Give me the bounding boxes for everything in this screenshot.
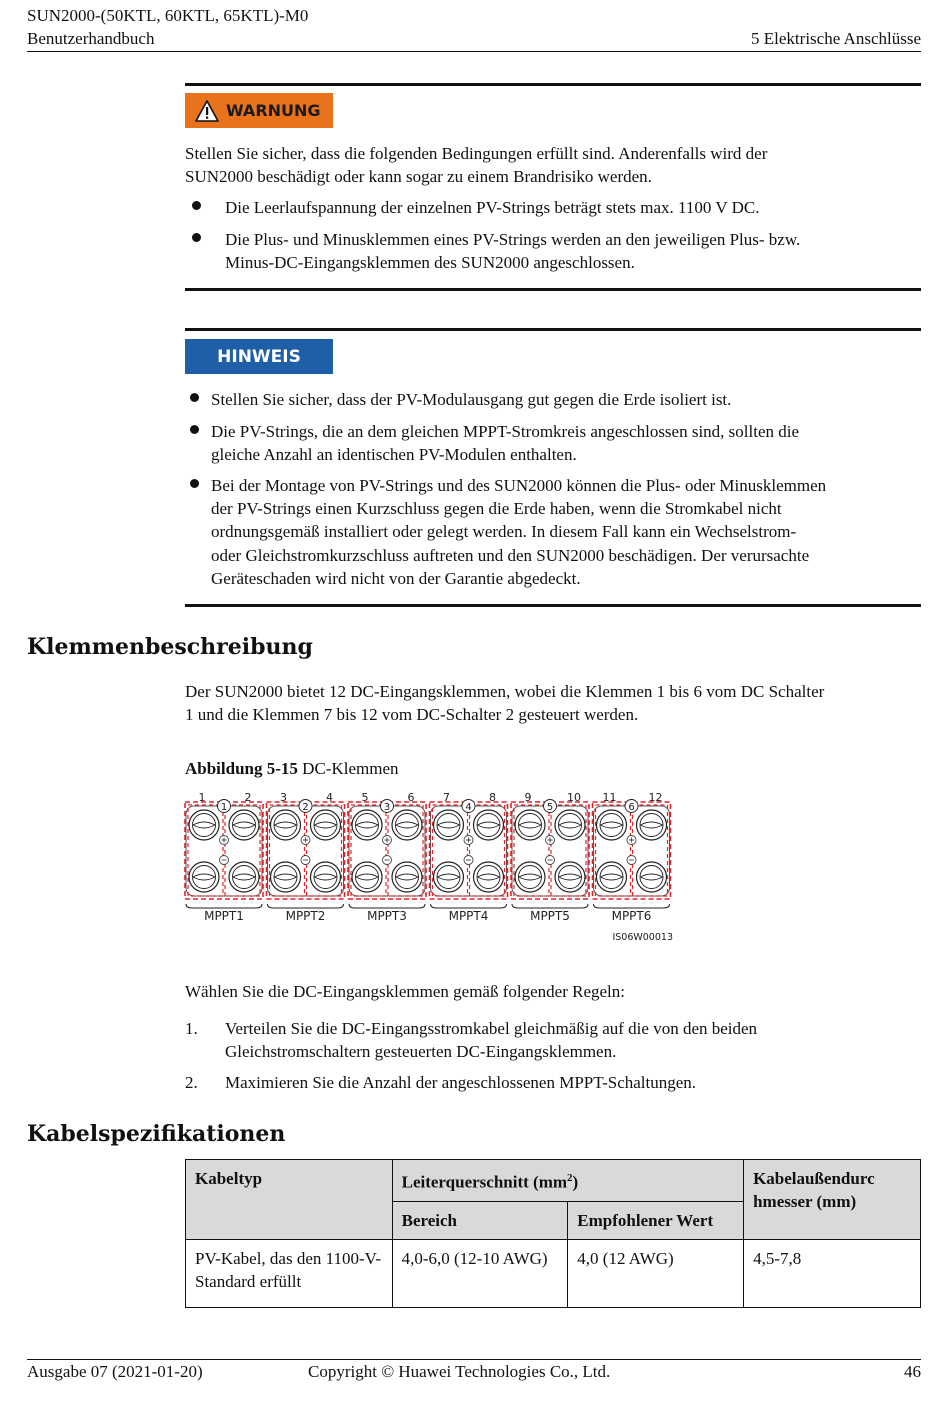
figure-caption [185, 757, 399, 780]
header-doc-type: Benutzerhandbuch [27, 29, 155, 48]
mppt-bracket [349, 904, 425, 908]
terminals-para-line1: Der SUN2000 bietet 12 DC-Eingangsklemmen, wobei die Klemmen 1 bis 6 vom DC Schalter [185, 682, 825, 701]
bullet-icon [190, 479, 199, 488]
terminal-number: 9 [524, 791, 532, 804]
mppt-circle-number: 1 [220, 802, 228, 813]
mppt-label: MPPT1 [204, 909, 244, 923]
terminal-number: 4 [326, 791, 333, 804]
td-range: 4,0-6,0 (12-10 AWG) [392, 1239, 568, 1307]
notice-item-2-line2: gleiche Anzahl an identischen PV-Modulen enthalten. [211, 445, 577, 464]
notice-item-3-line2: der PV-Strings einen Kurzschluss gegen die Erde haben, wenn die Stromkabel nicht [211, 499, 782, 518]
terminal-number: 5 [361, 791, 369, 804]
notice-bottom-rule [185, 604, 921, 607]
section-title-cable-spec: Kabelspezifikationen [27, 1121, 286, 1147]
terminal-number: 2 [244, 791, 252, 804]
th-recommended: Empfohlener Wert [568, 1201, 744, 1239]
notice-item-3-line3: ordnungsgemäß installiert oder gelegt werden. In diesem Fall kann ein Wechselstrom- [211, 522, 797, 541]
warning-item-2-line1: Die Plus- und Minusklemmen eines PV-Strings werden an den jeweiligen Plus- bzw. [225, 230, 801, 249]
section-title-terminals: Klemmenbeschreibung [27, 634, 313, 660]
bullet-icon [192, 233, 201, 242]
terminal-number: 3 [280, 791, 287, 804]
warning-top-rule [185, 83, 921, 86]
td-outer-diameter: 4,5-7,8 [744, 1239, 921, 1307]
warning-item-2-line2: Minus-DC-Eingangsklemmen des SUN2000 angeschlossen. [225, 253, 635, 272]
mppt-bracket [431, 904, 507, 908]
notice-item-3-line1: Bei der Montage von PV-Strings und des SUN2000 können die Plus- oder Minusklemmen [211, 476, 827, 495]
notice-label: HINWEIS [217, 346, 301, 367]
warning-badge [185, 93, 333, 128]
rule-2-line1: Maximieren Sie die Anzahl der angeschlossenen MPPT-Schaltungen. [225, 1073, 697, 1092]
footer-copyright: Copyright © Huawei Technologies Co., Ltd. [308, 1362, 611, 1381]
mppt-label: MPPT4 [448, 909, 489, 923]
table-header-row [186, 1160, 921, 1202]
terminal-number: 7 [443, 791, 450, 804]
terminal-number: 10 [567, 791, 581, 804]
mppt-bracket [594, 904, 670, 908]
header-chapter: 5 Elektrische Anschlüsse [751, 29, 921, 48]
footer-rule [27, 1359, 921, 1360]
mppt-bracket [268, 904, 344, 908]
bullet-icon [190, 393, 199, 402]
figure-label: Abbildung 5-15 [185, 759, 298, 778]
mppt-circle-number: 2 [302, 802, 309, 813]
th-outer-diameter: Kabelaußendurc hmesser (mm) [744, 1160, 921, 1240]
warning-intro-line1: Stellen Sie sicher, dass die folgenden Bedingungen erfüllt sind. Anderenfalls wird der [185, 144, 768, 163]
mppt-circle-number: 4 [465, 802, 472, 813]
bullet-icon [192, 201, 201, 210]
header-product: SUN2000-(50KTL, 60KTL, 65KTL)-M0 [27, 6, 309, 25]
bullet-icon [190, 425, 199, 434]
warning-item-1: Die Leerlaufspannung der einzelnen PV-Strings beträgt stets max. 1100 V DC. [225, 198, 760, 217]
terminal-number: 6 [407, 791, 415, 804]
rule-1-line1: Verteilen Sie die DC-Eingangsstromkabel gleichmäßig auf die von den beiden [225, 1019, 758, 1038]
rule-number: 1. [185, 1019, 198, 1038]
warning-label: WARNUNG [226, 101, 321, 120]
rule-1-line2: Gleichstromschaltern gesteuerten DC-Eingangsklemmen. [225, 1042, 617, 1061]
notice-item-1: Stellen Sie sicher, dass der PV-Modulausgang gut gegen die Erde isoliert ist. [211, 390, 732, 409]
notice-item-2-line1: Die PV-Strings, die an dem gleichen MPPT-Stromkreis angeschlossen sind, sollten die [211, 422, 800, 441]
mppt-label: MPPT3 [367, 909, 407, 923]
rules-intro: Wählen Sie die DC-Eingangsklemmen gemäß folgender Regeln: [185, 982, 625, 1001]
dc-terminals-figure [183, 786, 683, 946]
mppt-label: MPPT5 [530, 909, 570, 923]
notice-item-3-line4: oder Gleichstromkurzschluss auftreten und den SUN2000 beschädigen. Der verursachte [211, 546, 810, 565]
figure-title: DC-Klemmen [302, 759, 399, 778]
mppt-circle-number: 6 [628, 802, 635, 813]
th-range: Bereich [392, 1201, 568, 1239]
rule-number: 2. [185, 1073, 198, 1092]
notice-top-rule [185, 328, 921, 331]
table-row [186, 1239, 921, 1307]
mppt-label: MPPT6 [611, 909, 652, 923]
cable-spec-table [185, 1159, 921, 1308]
footer-page-number: 46 [904, 1362, 921, 1381]
mppt-label: MPPT2 [285, 909, 326, 923]
warning-intro-line2: SUN2000 beschädigt oder kann sogar zu einem Brandrisiko werden. [185, 167, 652, 186]
warning-icon [195, 100, 219, 122]
terminal-number: 1 [198, 791, 206, 804]
mppt-bracket [186, 904, 262, 908]
td-cable-type: PV-Kabel, das den 1100-V-Standard erfüllt [186, 1239, 393, 1307]
header-rule [27, 51, 921, 52]
terminal-number: 11 [602, 791, 617, 804]
terminals-para-line2: 1 und die Klemmen 7 bis 12 vom DC-Schalter 2 gesteuert werden. [185, 705, 639, 724]
figure-id: IS06W00013 [612, 932, 673, 943]
notice-item-3-line5: Geräteschaden wird nicht von der Garantie abgedeckt. [211, 569, 581, 588]
th-cross-section: Leiterquerschnitt $(mm^2)$ [392, 1160, 743, 1202]
terminal-number: 8 [489, 791, 496, 804]
mppt-bracket [512, 904, 588, 908]
terminal-number: 12 [648, 791, 663, 804]
th-cable-type: Kabeltyp [186, 1160, 393, 1240]
mppt-circle-number: 5 [546, 802, 554, 813]
mppt-circle-number: 3 [383, 802, 391, 813]
footer-edition: Ausgabe 07 (2021-01-20) [27, 1362, 203, 1381]
warning-bottom-rule [185, 288, 921, 291]
td-recommended: 4,0 (12 AWG) [568, 1239, 744, 1307]
notice-badge [185, 339, 333, 374]
